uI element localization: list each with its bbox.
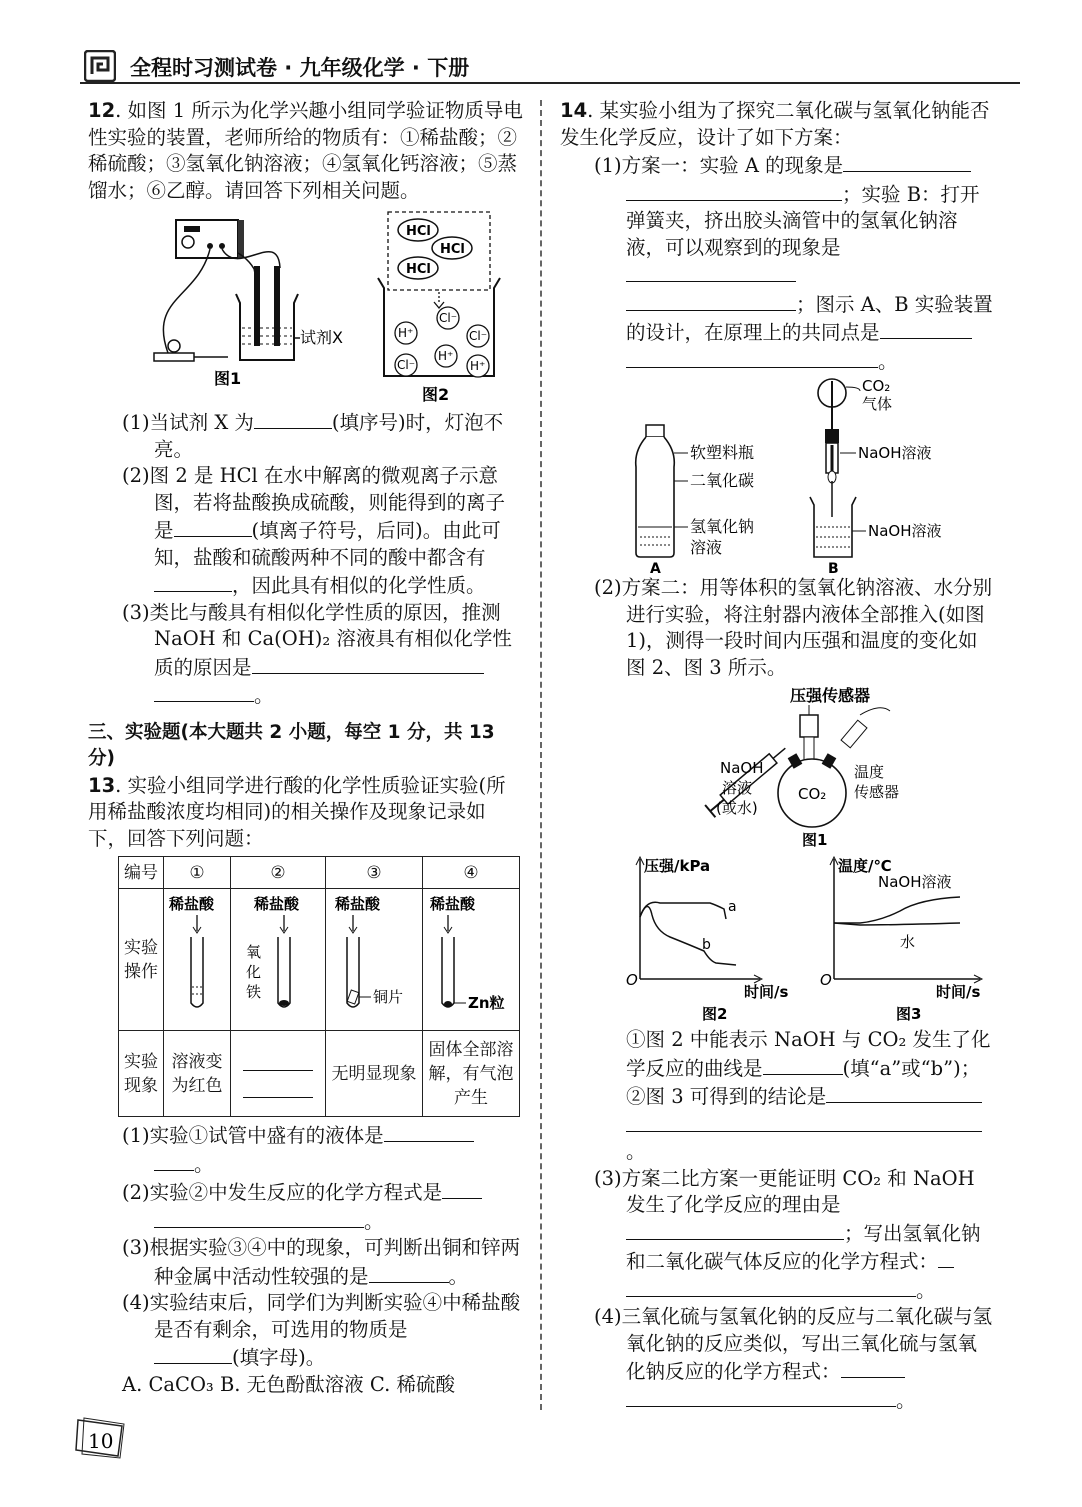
answer-blank[interactable] [938, 1247, 954, 1268]
fig1-caption: 图1 [214, 369, 242, 388]
q13-table: 编号 ① ② ③ ④ 实验操作 稀盐酸 稀盐酸 氧 化 铁 稀盐酸 铜片 稀盐酸 Zn粒 实验现象 溶液变为红色 无明显现象 固体全部溶解，有气泡产生 [118, 856, 520, 1117]
answer-blank[interactable] [154, 1343, 232, 1364]
test-tube-icon [329, 891, 419, 1021]
svg-text:氧: 氧 [246, 943, 262, 961]
svg-text:a: a [728, 899, 737, 915]
svg-text:NaOH溶液: NaOH溶液 [868, 522, 942, 540]
q12-stem: 12. 如图 1 所示为化学兴趣小组同学验证物质导电性实验的装置，老师所给的物质有：①稀盐酸；②稀硫酸；③氢氧化钠溶液；④氢氧化钙溶液；⑤蒸馏水；⑥乙醇。请回答下列相关问题。 [88, 99, 523, 202]
q14-sub2: (2)方案二：用等体积的氢氧化钠溶液、水分别进行实验，将注射器内液体全部推入(如图 1)，测得一段时间内压强和温度的变化如图 2、图 3 所示。 [594, 576, 993, 679]
svg-text:溶液: 溶液 [690, 538, 723, 557]
plastic-bottle-icon [636, 425, 675, 557]
q14-sub3-4: (3)方案二比方案一更能证明 CO₂ 和 NaOH 发生了化学反应的理由是 ；写出氢氧化钠和二氧化碳气体反应的化学方程式： 。 (4)三氧化硫与氢氧化钠的反应与二氧化碳与氢氧化钠的反应类似，写出三氧化硫与氢氧化钠反应的化学方程式： 。 [594, 1166, 993, 1412]
svg-text:HCl: HCl [406, 224, 431, 239]
svg-text:O: O [820, 971, 832, 989]
svg-text:B: B [828, 561, 839, 575]
svg-text:Cl⁻: Cl⁻ [469, 329, 488, 343]
tube-2-cell [231, 889, 326, 1031]
svg-text:NaOH溶液: NaOH溶液 [878, 873, 952, 891]
answer-blank[interactable] [626, 180, 842, 201]
header-rule [80, 82, 1020, 84]
svg-text:时间/s: 时间/s [744, 983, 789, 1001]
q13-sub3: (3)根据实验③④中的现象，可判断出铜和锌两种金属中活动性较强的是 。 [122, 1236, 521, 1288]
q12-number: 12 [88, 99, 116, 122]
right-column [560, 98, 996, 1414]
svg-text:HCl: HCl [406, 262, 431, 277]
q14-graphs [560, 851, 996, 1027]
answer-blank[interactable] [442, 1178, 482, 1199]
curve-b [640, 906, 736, 965]
svg-text:温度: 温度 [854, 763, 885, 781]
answer-blank[interactable] [626, 1111, 982, 1132]
q13-stem: 13. 实验小组同学进行酸的化学性质验证实验(所用稀盐酸浓度均相同)的相关操作及现象记录如下，回答下列问题： [88, 773, 506, 850]
ion-icons [395, 307, 489, 377]
answer-blank[interactable] [174, 516, 252, 537]
q13-sub1: (1)实验①试管中盛有的液体是 。 [122, 1121, 524, 1178]
pressure-chart [626, 857, 788, 1023]
tube-1-cell [164, 889, 231, 1031]
answer-blank[interactable] [154, 1207, 364, 1228]
svg-text:稀盐酸: 稀盐酸 [430, 895, 476, 913]
page-number: 10 [88, 1429, 114, 1453]
svg-text:图2: 图2 [702, 1005, 728, 1023]
answer-blank[interactable] [154, 1150, 194, 1171]
q14-stem: 14. 某实验小组为了探究二氧化碳与氢氧化钠能否发生化学反应，设计了如下方案： [560, 99, 990, 149]
svg-text:铜片: 铜片 [373, 988, 404, 1006]
test-tube-icon [234, 891, 322, 1021]
svg-text:二氧化碳: 二氧化碳 [690, 471, 755, 490]
svg-text:NaOH: NaOH [720, 759, 764, 777]
svg-text:H⁺: H⁺ [398, 326, 414, 340]
svg-text:Cl⁻: Cl⁻ [439, 311, 458, 325]
q14-sub2-parts: ①图 2 中能表示 NaOH 与 CO₂ 发生了化学反应的曲线是 (填“a”或“b”)； ②图 3 可得到的结论是 。 [626, 1028, 991, 1163]
temp-sensor-icon [841, 708, 890, 748]
answer-blank[interactable] [626, 1219, 844, 1240]
q13-options: A. CaCO₃ B. 无色酚酞溶液 C. 稀硫酸 [122, 1372, 455, 1396]
answer-blank[interactable] [243, 1050, 313, 1071]
power-supply-icon [176, 220, 244, 258]
pressure-sensor-icon [800, 715, 818, 737]
flask-apparatus-icon [810, 379, 856, 557]
answer-blank[interactable] [384, 1121, 474, 1142]
answer-blank[interactable] [880, 318, 972, 339]
svg-text:时间/s: 时间/s [936, 983, 981, 1001]
svg-text:b: b [702, 937, 711, 953]
svg-text:铁: 铁 [246, 983, 262, 1001]
answer-blank[interactable] [626, 261, 796, 282]
svg-text:Cl⁻: Cl⁻ [397, 358, 416, 372]
obs2-blank-cell [231, 1031, 326, 1117]
svg-text:化: 化 [246, 963, 262, 981]
svg-text:HCl: HCl [440, 242, 465, 257]
svg-text:压强传感器: 压强传感器 [790, 686, 871, 705]
answer-blank[interactable] [841, 1357, 905, 1378]
series-logo-icon [84, 50, 116, 82]
left-column [88, 98, 524, 1398]
answer-blank[interactable] [763, 1054, 843, 1075]
svg-text:O: O [626, 971, 638, 989]
section-3-title: 三、实验题(本大题共 2 小题，每空 1 分，共 13 分) [88, 721, 495, 769]
q12-sub1: (1)当试剂 X 为 (填序号)时，灯泡不亮。 [122, 408, 524, 463]
svg-text:稀盐酸: 稀盐酸 [335, 895, 381, 913]
q13-sub4: (4)实验结束后，同学们为判断实验④中稀盐酸是否有剩余，可选用的物质是 (填字母)。 [122, 1291, 521, 1369]
test-tube-icon [167, 891, 227, 1021]
q12-sub3: (3)类比与酸具有相似化学性质的原因，推测 NaOH 和 Ca(OH)₂ 溶液具有相似化学性质的原因是 。 [122, 600, 512, 707]
q12-sub2: (2)图 2 是 HCl 在水中解离的微观离子示意图，若将盐酸换成硫酸，则能得到的离子是 (填离子符号，后同)。由此可知，盐酸和硫酸两种不同的酸中都含有，因此具有相似的化学性质。 [122, 464, 506, 597]
svg-text:A: A [650, 561, 661, 575]
answer-blank[interactable] [254, 408, 332, 429]
svg-text:图1: 图1 [802, 831, 828, 849]
q13-subquestions [88, 1121, 524, 1398]
fig2-caption: 图2 [422, 385, 450, 404]
column-divider [540, 100, 542, 1410]
beaker-icon [236, 266, 300, 360]
svg-text:Zn粒: Zn粒 [468, 994, 505, 1012]
q14-figures-ab [560, 377, 996, 575]
header-title: 全程时习测试卷 · 九年级化学 · 下册 [130, 56, 470, 80]
svg-text:(或水): (或水) [716, 799, 758, 817]
svg-text:稀盐酸: 稀盐酸 [169, 895, 215, 913]
answer-blank[interactable] [154, 571, 232, 592]
temperature-chart [820, 857, 982, 1023]
q13-sub2: (2)实验②中发生反应的化学方程式是 。 [122, 1178, 524, 1235]
q14-fig1 [560, 681, 996, 851]
answer-blank[interactable] [826, 1082, 982, 1103]
svg-text:气体: 气体 [862, 395, 893, 413]
svg-text:传感器: 传感器 [854, 783, 900, 801]
hcl-molecule-icons [398, 219, 472, 279]
answer-blank[interactable] [843, 151, 971, 172]
answer-blank[interactable] [626, 1276, 916, 1297]
svg-text:H⁺: H⁺ [438, 349, 454, 363]
svg-text:温度/℃: 温度/℃ [838, 857, 892, 875]
svg-text:水: 水 [900, 933, 916, 951]
svg-text:NaOH溶液: NaOH溶液 [858, 444, 932, 462]
q14-sub1: (1)方案一：实验 A 的现象是 ；实验 B：打开弹簧夹，挤出胶头滴管中的氢氧化钠溶液，可以观察到的现象是 ；图示 A、B 实验装置的设计，在原理上的共同点是 。 [560, 151, 996, 375]
answer-blank[interactable] [626, 1386, 896, 1407]
curve-naoh [834, 897, 960, 923]
answer-blank[interactable] [252, 653, 484, 674]
answer-blank[interactable] [626, 290, 796, 311]
svg-text:CO₂: CO₂ [862, 377, 891, 395]
svg-text:CO₂: CO₂ [798, 785, 827, 803]
answer-blank[interactable] [243, 1077, 313, 1098]
svg-text:软塑料瓶: 软塑料瓶 [690, 443, 755, 462]
svg-text:图3: 图3 [896, 1005, 922, 1023]
q12-subquestions [88, 408, 524, 710]
fig1-reagent-label: 试剂X [300, 328, 343, 347]
answer-blank[interactable] [369, 1262, 449, 1283]
answer-blank[interactable] [626, 347, 878, 368]
page-number-badge [74, 1416, 126, 1460]
tube-3-cell [326, 889, 423, 1031]
svg-text:稀盐酸: 稀盐酸 [254, 895, 300, 913]
svg-text:H⁺: H⁺ [470, 359, 486, 373]
svg-text:溶液: 溶液 [722, 779, 753, 797]
svg-text:氢氧化钠: 氢氧化钠 [690, 517, 755, 536]
q12-figures [88, 208, 524, 408]
answer-blank[interactable] [154, 681, 254, 702]
tube-4-cell [423, 889, 520, 1031]
svg-text:压强/kPa: 压强/kPa [644, 857, 711, 875]
test-tube-icon [426, 891, 516, 1021]
